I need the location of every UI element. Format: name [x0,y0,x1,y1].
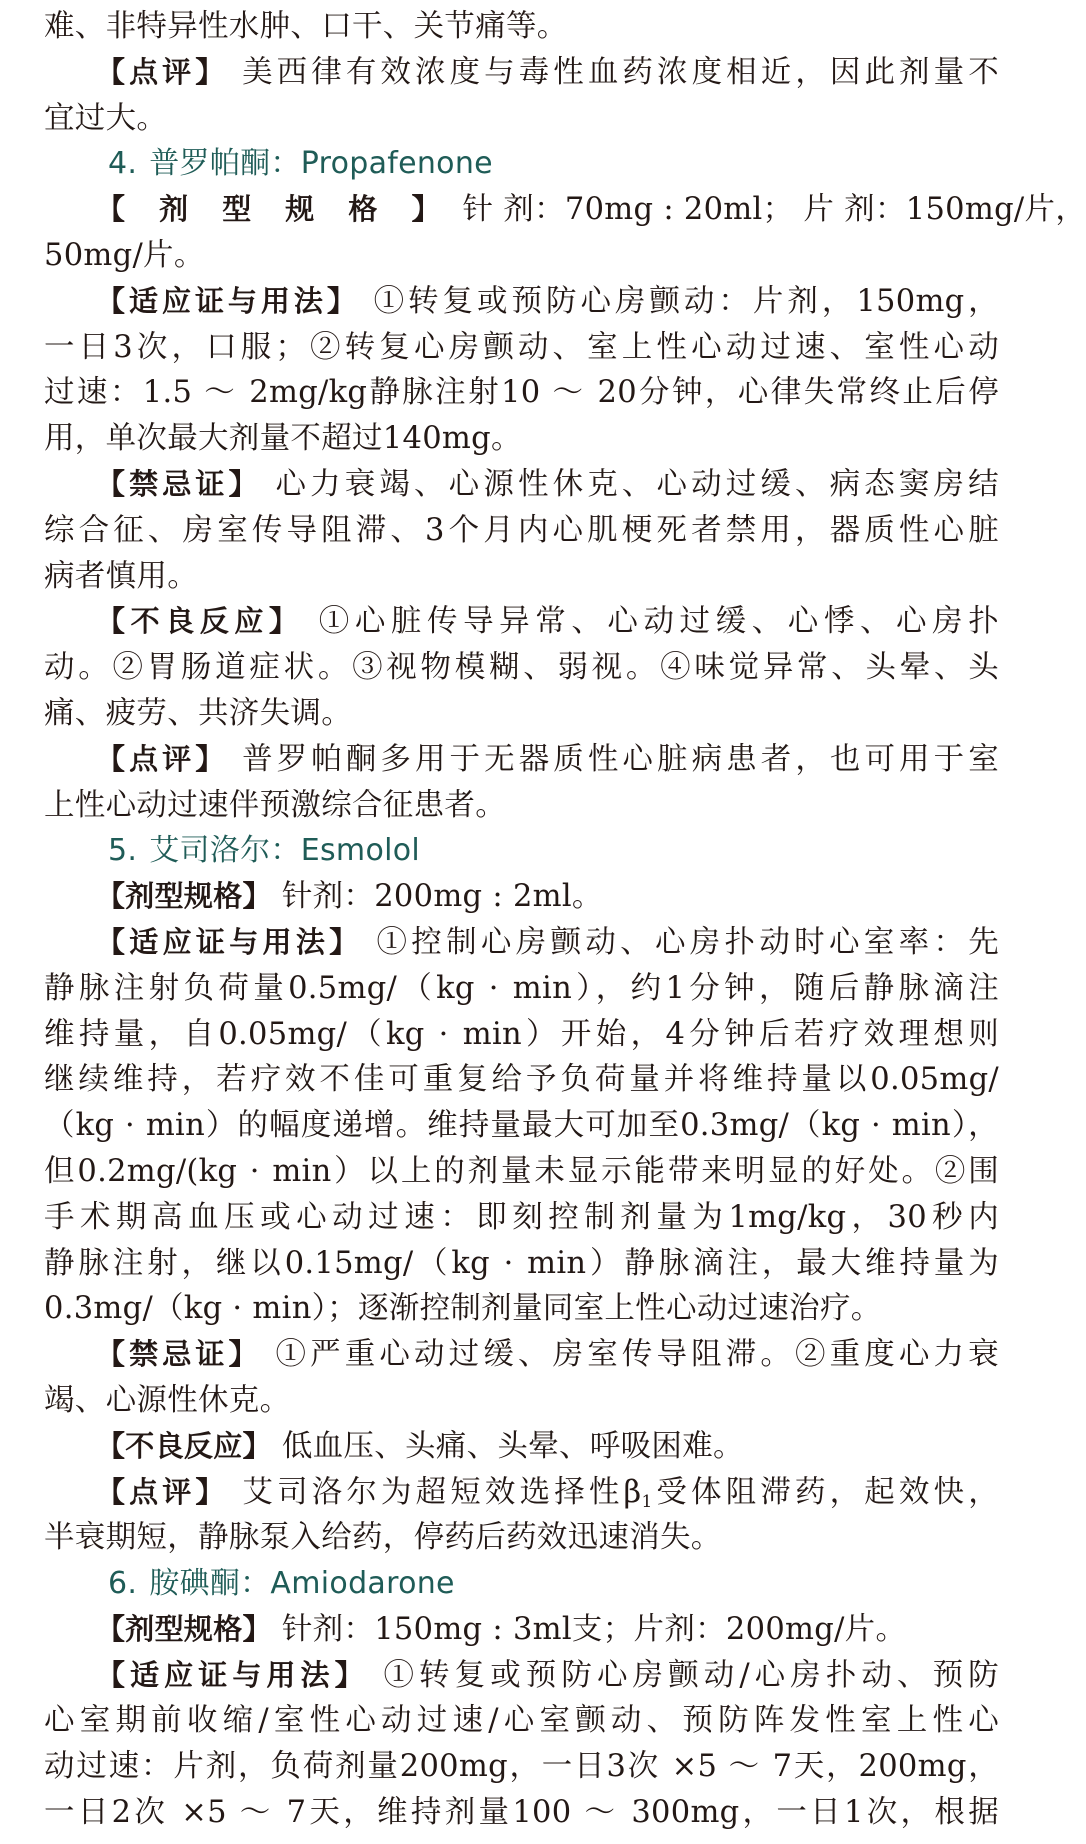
text-line: 针剂：200mg : 2ml。 [281,879,603,915]
section-tag: 【适应证与用法】 [96,924,363,959]
subscript: 1 [641,1491,653,1512]
heading-title: 艾司洛尔：Esmolol [149,833,421,869]
text-line [242,1475,999,1510]
text-line: （kg · min）的幅度递增。维持量最大可加至0.3mg/（kg · min）， [44,1108,999,1144]
dosage-form-paragraph [44,874,999,920]
text-line: 过速：1.5 ～ 2mg/kg静脉注射10 ～ 20分钟，心律失常终止后停 [44,375,999,411]
text-line: ①转复或预防心房颤动/心房扑动、预防 [383,1657,999,1693]
text-line: 痛、疲劳、共济失调。 [44,695,352,731]
text-line: 普罗帕酮多用于无器质性心脏病患者，也可用于室 [242,741,999,777]
text-line: 静脉注射，继以0.15mg/（kg · min）静脉滴注，最大维持量为 [44,1245,999,1281]
text-line: ①严重心动过缓、房室传导阻滞。②重度心力衰 [275,1337,999,1373]
text-line: 静脉注射负荷量0.5mg/（kg · min），约1分钟，随后静脉滴注 [44,970,999,1006]
text-line: 心室期前收缩/室性心动过速/心室颤动、预防阵发性室上性心 [44,1703,999,1739]
text-line: 竭、心源性休克。 [44,1382,291,1418]
indication-paragraph [44,1653,999,1699]
section-tag: 【不良反应】 [96,604,304,639]
text-fragment: 艾司洛尔为超短效选择性β [242,1474,642,1510]
text-line: 半衰期短，静脉泵入给药，停药后药效迅速消失。 [44,1520,722,1556]
text-line: ①转复或预防心房颤动：片剂，150mg， [373,283,999,319]
document-page [44,0,1086,1836]
contraindication-paragraph [44,462,999,508]
text-line: 难、非特异性水肿、口干、关节痛等。 [44,9,568,44]
dosage-form-paragraph [44,1607,999,1653]
text-line: 但0.2mg/(kg · min）以上的剂量未显示能带来明显的好处。②围 [44,1153,999,1189]
text-line: ①心脏传导异常、心动过缓、心悸、心房扑 [318,604,999,640]
section-tag: 【禁忌证】 [96,466,262,501]
adverse-reaction-paragraph [44,599,999,645]
text-line: 手术期高血压或心动过速：即刻控制剂量为1mg/kg，30秒内 [44,1199,999,1235]
adverse-reaction-paragraph [44,1424,999,1470]
drug-heading-esmolol [44,828,999,874]
section-tag: 【点评】 [96,54,229,89]
section-tag: 【点评】 [96,741,229,776]
text-fragment: 受体阻滞药，起效快， [652,1474,999,1510]
section-tag: 【剂型规格】 [96,1611,272,1646]
heading-number: 5. [108,833,138,869]
text-line: 针剂：150mg : 3ml支；片剂：200mg/片。 [281,1611,907,1647]
comment-paragraph [44,50,999,96]
section-tag: 【适应证与用法】 [96,1657,369,1692]
text-line: 动过速：片剂，负荷剂量200mg，一日3次 ×5 ～ 7天，200mg， [44,1749,999,1785]
text-line: 0.3mg/（kg · min）；逐渐控制剂量同室上性心动过速治疗。 [44,1291,882,1327]
text-line: 一日3次，口服；②转复心房颤动、室上性心动过速、室性心动 [44,329,999,365]
text-line: 低血压、头痛、头晕、呼吸困难。 [281,1428,744,1464]
section-tag: 【剂型规格】 [96,879,272,914]
indication-paragraph [44,920,999,966]
text-line: 美西律有效浓度与毒性血药浓度相近，因此剂量不 [242,54,999,90]
text-line: 50mg/片。 [44,237,205,273]
text-line: 病者慎用。 [44,558,198,594]
section-tag: 【点评】 [96,1474,229,1509]
text-line: 心力衰竭、心源性休克、心动过缓、病态窦房结 [275,466,999,502]
section-tag: 【适应证与用法】 [96,283,360,318]
drug-heading-amiodarone [44,1561,999,1607]
indication-paragraph [44,279,999,325]
dosage-form-paragraph [44,187,1086,233]
comment-paragraph [44,1470,999,1516]
heading-number: 4. [108,146,138,182]
section-tag: 【 剂 型 规 格 】 [96,192,453,227]
text-line: 上性心动过速伴预激综合征患者。 [44,787,506,823]
comment-paragraph [44,737,999,783]
text-line: 维持量，自0.05mg/（kg · min）开始，4分钟后若疗效理想则 [44,1016,999,1052]
text-line: 针 剂：70mg : 20ml； 片 剂：150mg/片， [462,192,1086,228]
drug-heading-propafenone [44,141,999,187]
section-tag: 【禁忌证】 [96,1337,262,1372]
heading-title: 普罗帕酮：Propafenone [149,146,493,182]
text-line: ①控制心房颤动、心房扑动时心室率：先 [376,924,1000,960]
section-tag: 【不良反应】 [96,1428,272,1463]
text-line: 一日2次 ×5 ～ 7天，维持剂量100 ～ 300mg，一日1次，根据 [44,1795,999,1831]
text-line: 动。②胃肠道症状。③视物模糊、弱视。④味觉异常、头晕、头 [44,650,999,686]
text-line: 综合征、房室传导阻滞、3个月内心肌梗死者禁用，器质性心脏 [44,512,999,548]
heading-number: 6. [108,1566,138,1602]
text-line: 宜过大。 [44,100,168,136]
contraindication-paragraph [44,1332,999,1378]
text-line: 继续维持，若疗效不佳可重复给予负荷量并将维持量以0.05mg/ [44,1062,999,1098]
text-line: 用，单次最大剂量不超过140mg。 [44,421,522,457]
heading-title: 胺碘酮：Amiodarone [149,1566,455,1602]
